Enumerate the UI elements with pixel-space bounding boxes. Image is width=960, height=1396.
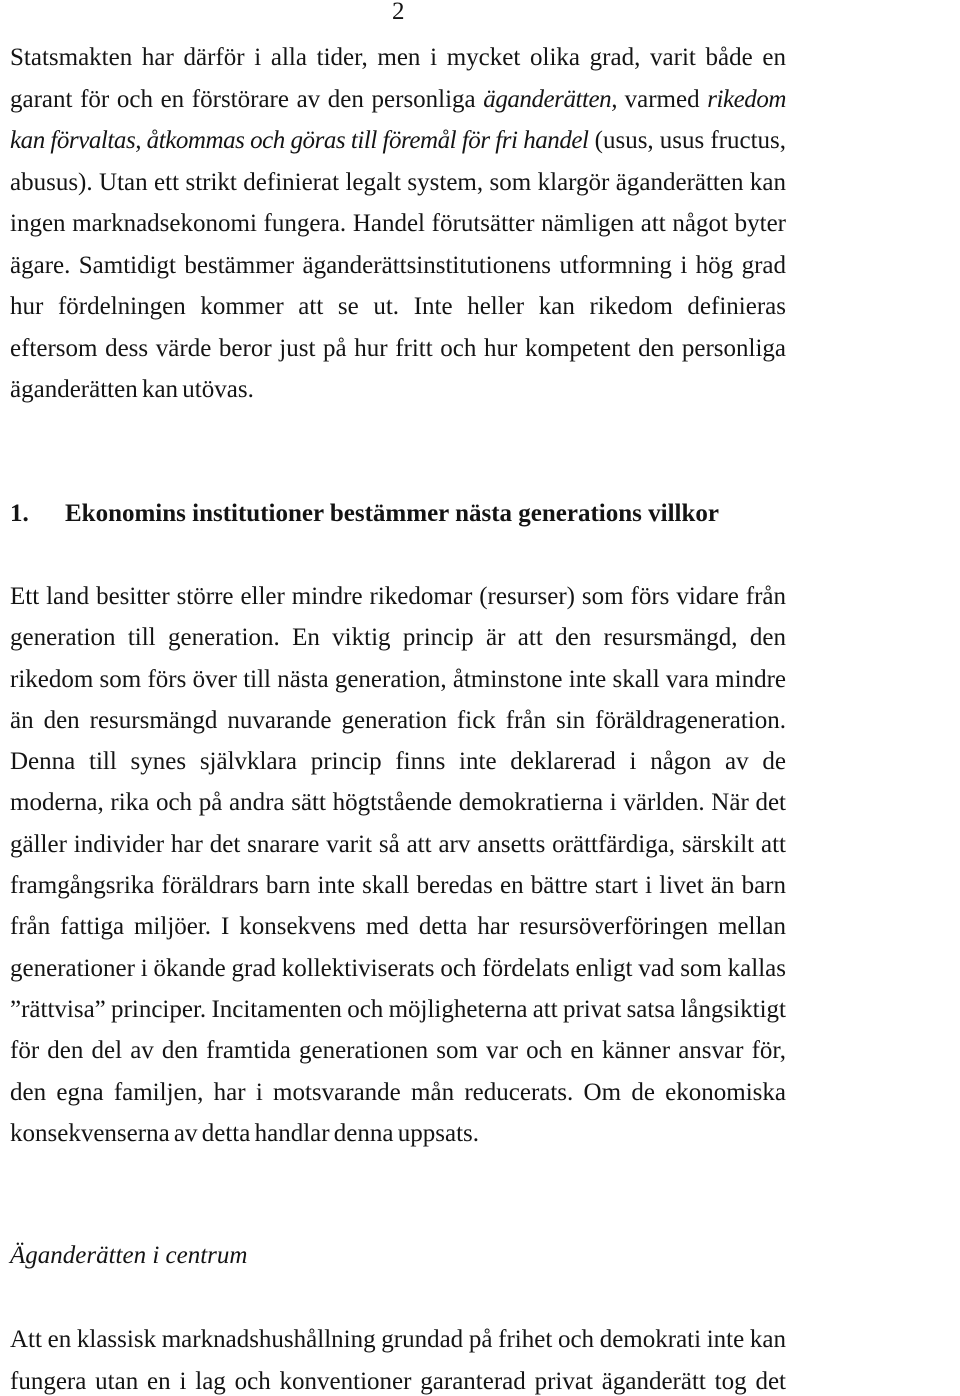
section-heading bbox=[10, 500, 719, 528]
text-line: för den del av den framtida generationen som var och en känner ansvar för, bbox=[10, 1037, 786, 1065]
text-line: Ett land besitter större eller mindre rikedomar (resurser) som förs vidare från bbox=[10, 583, 786, 610]
text-line: moderna, rika och på andra sätt högtstående demokratierna i världen. När det bbox=[10, 789, 786, 817]
text-line: Statsmakten har därför i alla tider, men i mycket olika grad, varit både en bbox=[10, 44, 786, 71]
subsection-heading: Äganderätten i centrum bbox=[10, 1242, 248, 1269]
text-line: generation till generation. En viktig princip är att den resursmängd, den bbox=[10, 624, 786, 652]
emphasis-text: rikedom bbox=[707, 85, 786, 113]
text-line: Denna till synes självklara princip finns inte deklarerad i någon av de bbox=[10, 748, 786, 776]
text-line: abusus). Utan ett strikt definierat legalt system, som klargör äganderätten kan bbox=[10, 168, 786, 196]
text-line: rikedom som förs över till nästa generation, åtminstone inte skall vara mindre bbox=[10, 665, 786, 693]
text-line: ägare. Samtidigt bestämmer äganderättsinstitutionens utformning i hög grad bbox=[10, 251, 786, 279]
text-line: ”rättvisa” principer. Incitamenten och möjligheterna att privat satsa långsiktigt bbox=[10, 995, 786, 1023]
emphasis-text: kan förvaltas, åtkommas och göras till föremål för fri handel bbox=[10, 127, 589, 154]
section-title: Ekonomins institutioner bestämmer nästa generations villkor bbox=[65, 500, 719, 527]
text-line: från fattiga miljöer. I konsekvens med detta har resursöverföringen mellan bbox=[10, 913, 786, 941]
text-line: hur fördelningen kommer att se ut. Inte heller kan rikedom definieras bbox=[10, 293, 786, 320]
section-number: 1. bbox=[10, 500, 29, 527]
text-line: generationer i ökande grad kollektiviserats och fördelats enligt vad som kallas bbox=[10, 954, 786, 982]
text-line: den egna familjen, har i motsvarande mån reducerats. Om de ekonomiska bbox=[10, 1078, 786, 1106]
text-line: eftersom dess värde beror just på hur fritt och hur kompetent den personliga bbox=[10, 334, 786, 362]
text-segment: garant för och en förstörare av den personliga bbox=[10, 85, 484, 113]
text-line: gäller individer har det snarare varit så att arv ansetts orättfärdiga, särskilt att bbox=[10, 830, 786, 858]
paragraph-section-1 bbox=[10, 583, 786, 1148]
text-line: äganderätten kan utövas. bbox=[10, 376, 254, 403]
page-number: 2 bbox=[392, 0, 405, 25]
text-line: Att en klassisk marknadshushållning grundad på frihet och demokrati inte kan bbox=[10, 1326, 786, 1353]
paragraph-intro bbox=[10, 44, 786, 404]
paragraph-subsection bbox=[10, 1326, 786, 1396]
text-line bbox=[10, 86, 786, 114]
text-segment: (usus, usus fructus, bbox=[588, 127, 786, 154]
text-line: konsekvenserna av detta handlar denna uppsats. bbox=[10, 1119, 480, 1147]
text-segment: varmed bbox=[617, 85, 708, 113]
text-line: ingen marknadsekonomi fungera. Handel förutsätter nämligen att något byter bbox=[10, 210, 786, 237]
text-line: fungera utan en i lag och konventioner garanterad privat äganderätt tog det bbox=[10, 1367, 786, 1395]
text-line: framgångsrika föräldrars barn inte skall beredas en bättre start i livet än barn bbox=[10, 872, 786, 900]
text-line bbox=[10, 127, 786, 155]
text-line: än den resursmängd nuvarande generation fick från sin föräldrageneration. bbox=[10, 706, 786, 734]
emphasis-text: äganderätten, bbox=[483, 85, 617, 113]
